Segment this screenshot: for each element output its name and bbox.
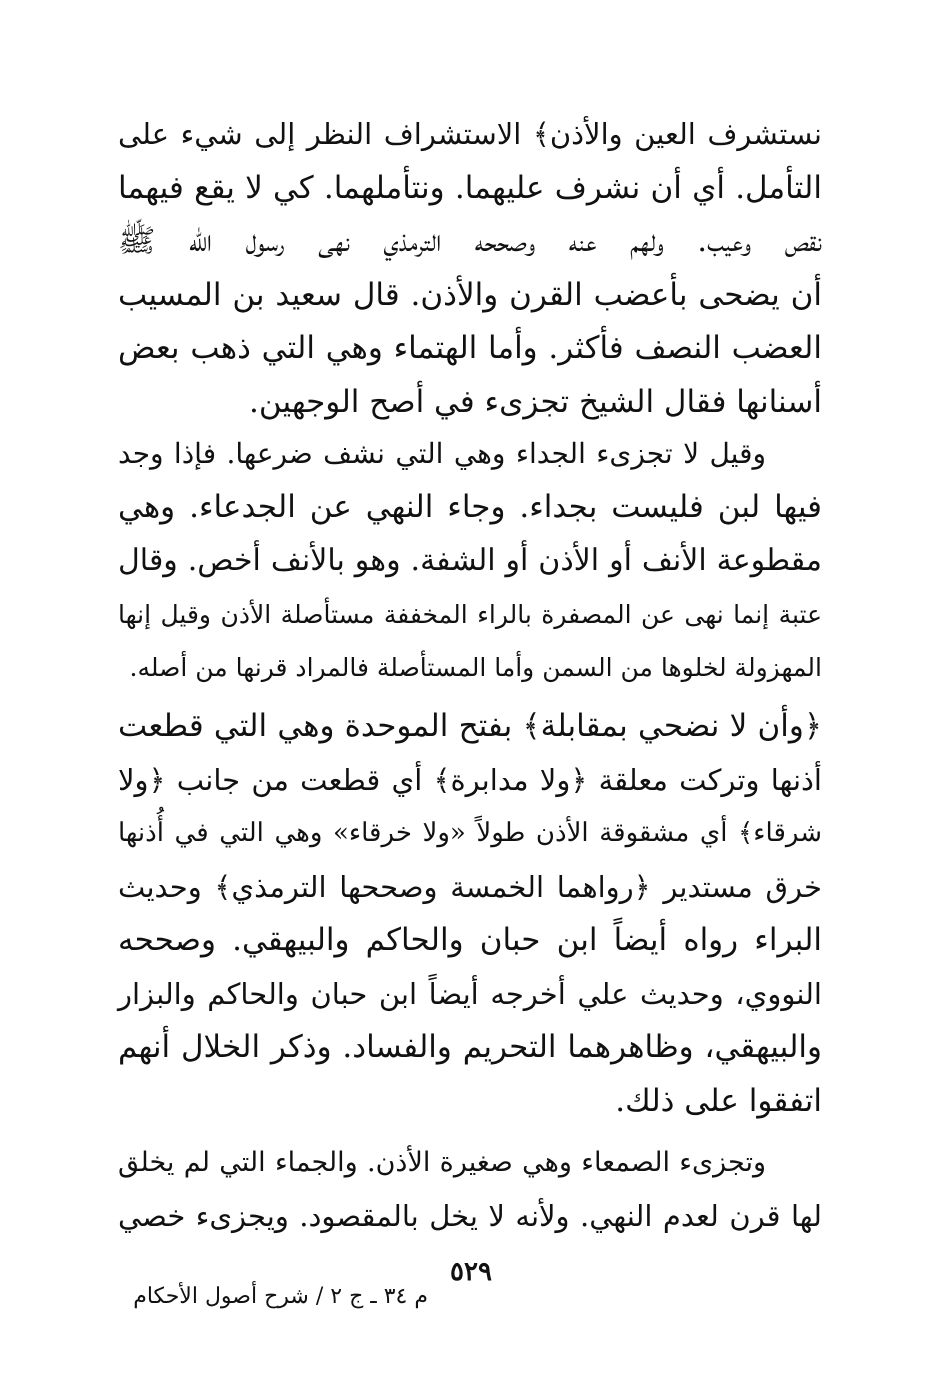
text-line: وتجزىء الصمعاء وهي صغيرة الأذن. والجماء التي لم يخلق [118, 1147, 766, 1178]
text-line: اتفقوا على ذلك. [615, 1082, 822, 1119]
text-line: التأمل. أي أن نشرف عليهما. ونتأملهما. كي لا يقع فيهما [118, 169, 822, 206]
text-line: خرق مستدير ﴿رواهما الخمسة وصححها الترمذي﴾ وحديث [118, 869, 822, 904]
text-line: والبيهقي، وظاهرهما التحريم والفساد. وذكر الخلال أنهم [118, 1029, 822, 1065]
text-line: لها قرن لعدم النهي. ولأنه لا يخل بالمقصود. ويجزىء خصي [118, 1198, 822, 1233]
text-line: مقطوعة الأنف أو الأذن أو الشفة. وهو بالأنف أخص. وقال [118, 543, 822, 578]
text-line: البراء رواه أيضاً ابن حبان والحاكم والبيهقي. وصححه [118, 922, 822, 958]
page-number: ٥٢٩ [450, 1257, 492, 1287]
paragraph-1 [118, 108, 822, 429]
footer-reference: م ٣٤ ـ ج ٢ / شرح أصول الأحكام [133, 1284, 428, 1309]
text-line: المهزولة لخلوها من السمن وأما المستأصلة فالمراد قرنها من أصله. [129, 653, 822, 682]
text-line: ﴿وأن لا نضحي بمقابلة﴾ بفتح الموحدة وهي التي قطعت [118, 708, 822, 744]
text-line: شرقاء﴾ أي مشقوقة الأذن طولاً «ولا خرقاء» وهي التي في أُذنها [118, 818, 822, 848]
paragraph-4 [118, 1136, 822, 1243]
text-line: النووي، وحديث علي أخرجه أيضاً ابن حبان والحاكم والبزار [118, 976, 822, 1011]
text-line: نقص وعيب. ولهم عنه وصححه الترمذي نهى رسول الله ﷺ [118, 223, 822, 259]
text-line: نستشرف العين والأذن﴾ الاستشراف النظر إلى شيء على [118, 117, 822, 151]
text-line: فيها لبن فليست بجداء. وجاء النهي عن الجدعاء. وهي [118, 488, 822, 525]
paragraph-2 [118, 427, 822, 695]
text-line: أذنها وتركت معلقة ﴿ولا مدابرة﴾ أي قطعت من جانب ﴿ولا [118, 762, 822, 797]
text-line: أسنانها فقال الشيخ تجزىء في أصح الوجهين. [249, 383, 822, 420]
text-line: أن يضحى بأعضب القرن والأذن. قال سعيد بن المسيب [118, 276, 822, 313]
text-line: وقيل لا تجزىء الجداء وهي التي نشف ضرعها. فإذا وجد [118, 437, 766, 470]
text-line: عتبة إنما نهى عن المصفرة بالراء المخففة مستأصلة الأذن وقيل إنها [118, 599, 822, 629]
paragraph-3 [118, 700, 822, 1128]
text-line: العضب النصف فأكثر. وأما الهتماء وهي التي ذهب بعض [118, 330, 822, 366]
